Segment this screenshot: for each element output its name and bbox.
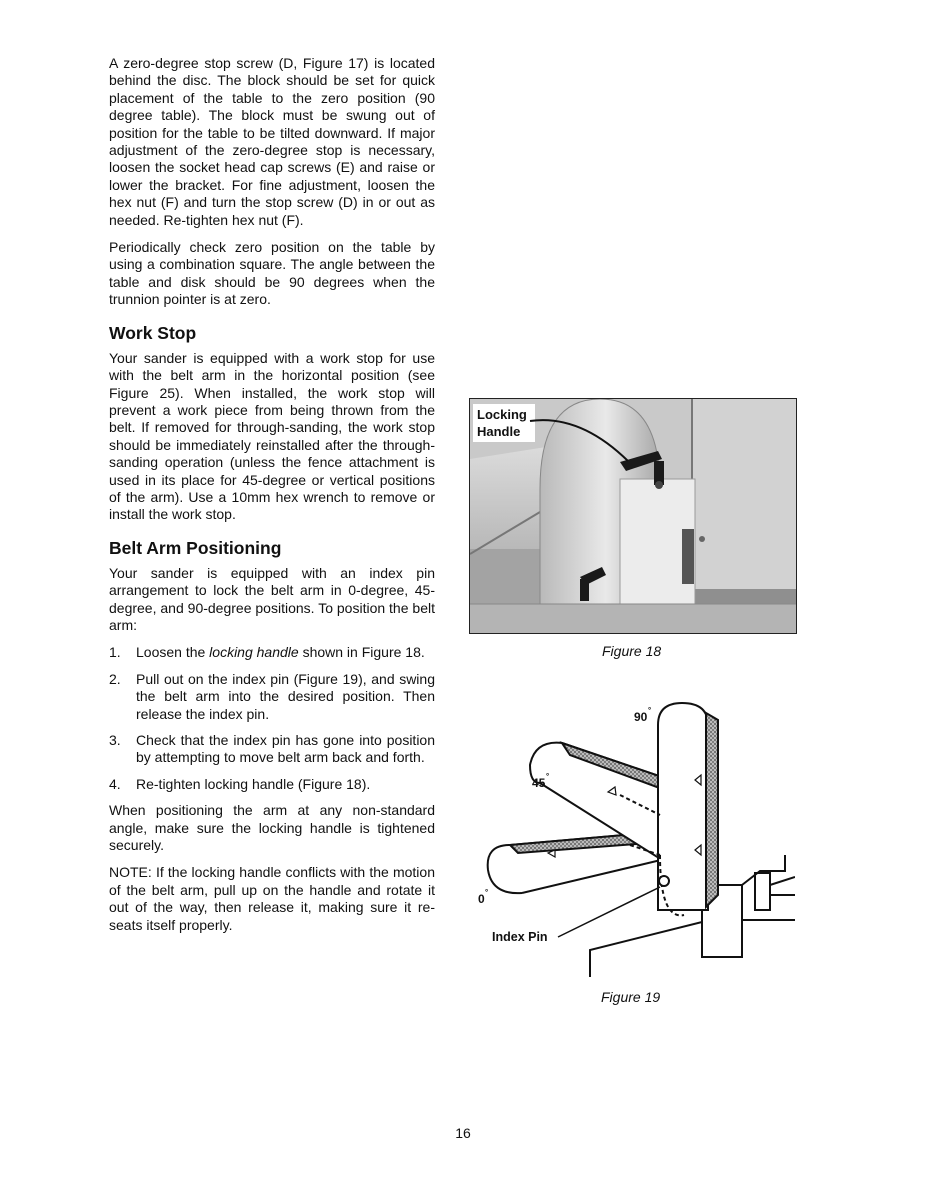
step-3 [109, 732, 435, 767]
step-2 [109, 671, 435, 723]
figure-19-drawing [470, 695, 795, 980]
step-text-emphasis: locking handle [209, 644, 299, 661]
step-number: 4. [109, 775, 121, 792]
step-1 [109, 644, 435, 661]
work-stop-paragraph: Your sander is equipped with a work stop for use with the belt arm in the horizontal position (see Figure 25). When installed, the work stop will prevent a work piece from being thrown from the belt. If removed for through-sanding, the work stop should be immediately reinstalled after the through-sanding operation (unless the fence attachment is used in its place for 45-degree or vertical positions of the arm). Use a 10mm hex wrench to remove or install the work stop. [109, 349, 435, 523]
belt-arm-intro: Your sander is equipped with an index pin arrangement to lock the belt arm in 0-degree, 45-degree, and 90-degree positions. To position the belt arm: [109, 564, 435, 633]
step-number: 3. [109, 732, 121, 748]
step-text: Re-tighten locking handle (Figure 18). [136, 775, 371, 792]
belt-arm-note: NOTE: If the locking handle conflicts with the motion of the belt arm, pull up on the handle and rotate it out of the way, then release it, making sure it re-seats itself properly. [109, 864, 435, 933]
belt-arm-steps [109, 644, 435, 793]
belt-arm-paragraph-2: When positioning the arm at any non-standard angle, make sure the locking handle is tightened securely. [109, 802, 435, 854]
degree-mark: ° [648, 706, 652, 715]
angle-90-label: 90 [634, 710, 648, 724]
step-4 [109, 776, 435, 793]
intro-paragraph-1: A zero-degree stop screw (D, Figure 17) is located behind the disc. The block should be set for quick placement of the table to the zero position (90 degree table). The block must be swung out of position for the table to be tilted downward. If major adjustment of the zero-degree stop is necessary, loosen the socket head cap screws (E) and raise or lower the bracket. For fine adjustment, loosen the hex nut (F) and turn the stop screw (D) in or out as needed. Re-tighten hex nut (F). [109, 55, 435, 228]
figure-18-caption: Figure 18 [602, 643, 662, 659]
belt-arm-diagram [470, 695, 795, 980]
locking-label-line2: Handle [477, 424, 521, 439]
locking-label-line1: Locking [477, 407, 527, 422]
work-stop-heading: Work Stop [109, 322, 197, 343]
figure-18-photo [469, 398, 797, 634]
sander-photo-illustration [470, 399, 796, 633]
degree-mark: ° [546, 772, 550, 781]
angle-0-label: 0 [478, 892, 485, 906]
step-number: 1. [109, 644, 121, 661]
belt-arm-heading: Belt Arm Positioning [109, 537, 282, 558]
step-text-pre: Loosen the [136, 644, 210, 661]
angle-45-label: 45 [532, 776, 546, 790]
index-pin-label: Index Pin [492, 930, 548, 944]
step-number: 2. [109, 670, 121, 687]
degree-mark: ° [485, 888, 489, 897]
step-text: Pull out on the index pin (Figure 19), and swing the belt arm into the desired position. Then release the index pin. [136, 670, 435, 722]
left-column [109, 55, 435, 944]
page-number: 16 [455, 1125, 471, 1141]
figure-19-caption: Figure 19 [601, 989, 661, 1005]
step-text-post: shown in Figure 18. [298, 644, 425, 661]
intro-paragraph-2: Periodically check zero position on the table by using a combination square. The angle between the table and disk should be 90 degrees when the trunnion pointer is at zero. [109, 239, 435, 308]
step-text: Check that the index pin has gone into position by attempting to move belt arm back and forth. [136, 732, 435, 766]
